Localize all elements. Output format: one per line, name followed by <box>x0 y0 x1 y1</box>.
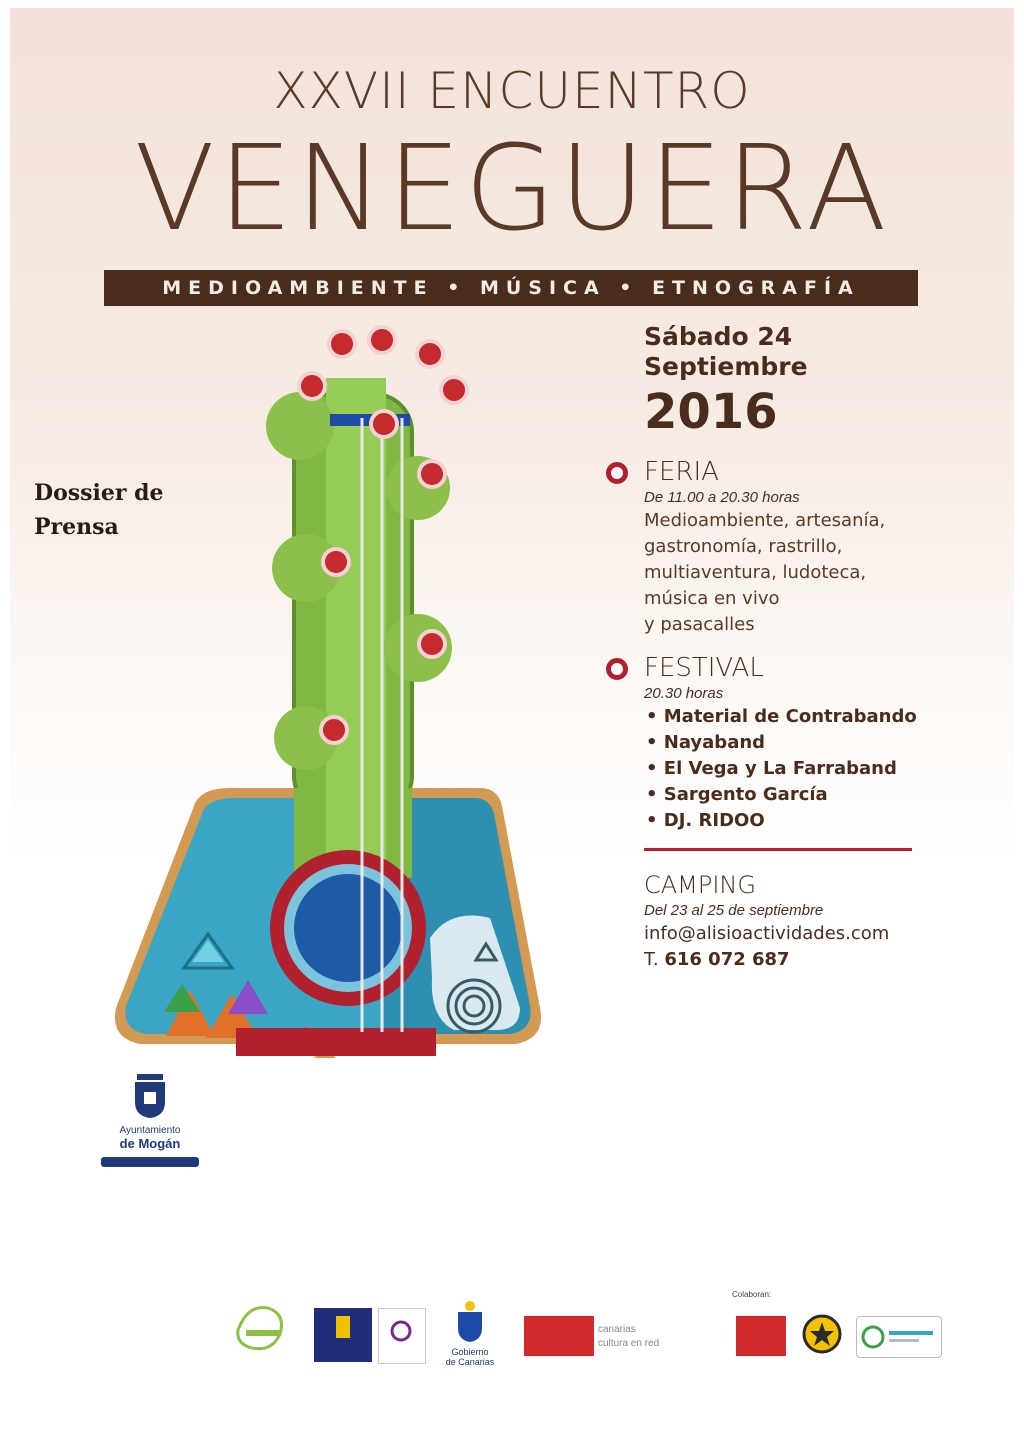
dossier-line-1: Dossier de <box>34 480 164 506</box>
sponsor-logos <box>0 1060 1024 1450</box>
mogan-tag <box>101 1157 199 1167</box>
alisio-logo <box>736 1316 786 1356</box>
gobierno-line-2: de Canarias <box>445 1357 495 1367</box>
cuartel-logo <box>856 1316 942 1358</box>
canarias-cultura-logo <box>524 1316 694 1356</box>
guitar-body <box>115 788 541 1054</box>
mogan-shield-icon <box>133 1070 167 1120</box>
bullet-ring-icon <box>606 462 628 484</box>
cabildo-logo <box>314 1308 372 1362</box>
festival-act: • Nayaband <box>646 732 766 753</box>
themes-banner: MEDIOAMBIENTE • MÚSICA • ETNOGRAFÍA <box>104 270 918 306</box>
camping-email: info@alisioactividades.com <box>644 923 890 944</box>
feria-line: y pasacalles <box>644 614 755 635</box>
canarias-cultura-line-2: cultura en red <box>598 1338 660 1349</box>
event-title: VENEGUERA <box>134 119 890 257</box>
phone-number: 616 072 687 <box>664 949 790 970</box>
date-month: Septiembre <box>644 352 808 381</box>
cultura-cabildo-logo <box>378 1308 426 1364</box>
feria-line: multiaventura, ludoteca, <box>644 562 867 583</box>
festival-act: • El Vega y La Farraband <box>646 758 897 779</box>
feria-title: FERIA <box>644 457 719 487</box>
feria-section <box>606 456 1016 638</box>
gobierno-canarias-logo <box>440 1300 500 1367</box>
gran-canaria-logo <box>228 1300 294 1356</box>
feria-line: gastronomía, rastrillo, <box>644 536 843 557</box>
feria-line: música en vivo <box>644 588 780 609</box>
mogan-line-2: de Mogán <box>119 1136 181 1151</box>
date-day: Sábado 24 <box>644 322 793 351</box>
star-icon <box>802 1314 842 1354</box>
cactus-neck <box>266 378 452 818</box>
gobierno-line-1: Gobierno <box>451 1347 489 1357</box>
edition-title: XXVII ENCUENTRO <box>273 62 751 120</box>
phone-prefix: T. <box>644 949 659 970</box>
dossier-line-2: Prensa <box>34 514 119 540</box>
event-info <box>606 322 1016 973</box>
guitar-bottom-pattern <box>236 1028 436 1058</box>
mogan-logo <box>100 1070 200 1167</box>
guitar-cactus-illustration <box>100 318 550 1058</box>
colaboran-label: Colaboran: <box>732 1290 772 1299</box>
festival-act: • Sargento García <box>646 784 828 805</box>
camping-dates: Del 23 al 25 de septiembre <box>644 902 824 919</box>
star-badge-logo <box>802 1314 842 1354</box>
canarias-cultura-mark <box>524 1316 594 1356</box>
feria-line: Medioambiente, artesanía, <box>644 510 886 531</box>
festival-act: • DJ. RIDOO <box>646 810 765 831</box>
canarias-cultura-line-1: canarias <box>598 1324 636 1335</box>
bullet-ring-icon <box>606 658 628 680</box>
date-year: 2016 <box>644 384 778 440</box>
gobierno-shield-icon <box>455 1300 485 1342</box>
section-divider <box>644 848 912 851</box>
festival-hours: 20.30 horas <box>644 685 724 702</box>
mogan-line-1: Ayuntamiento <box>119 1125 181 1136</box>
feria-hours: De 11.00 a 20.30 horas <box>644 489 800 506</box>
festival-act: • Material de Contrabando <box>646 706 917 727</box>
camping-title: CAMPING <box>644 871 756 899</box>
festival-section <box>606 652 1016 834</box>
camping-phone <box>644 947 1016 973</box>
festival-title: FESTIVAL <box>644 653 764 683</box>
